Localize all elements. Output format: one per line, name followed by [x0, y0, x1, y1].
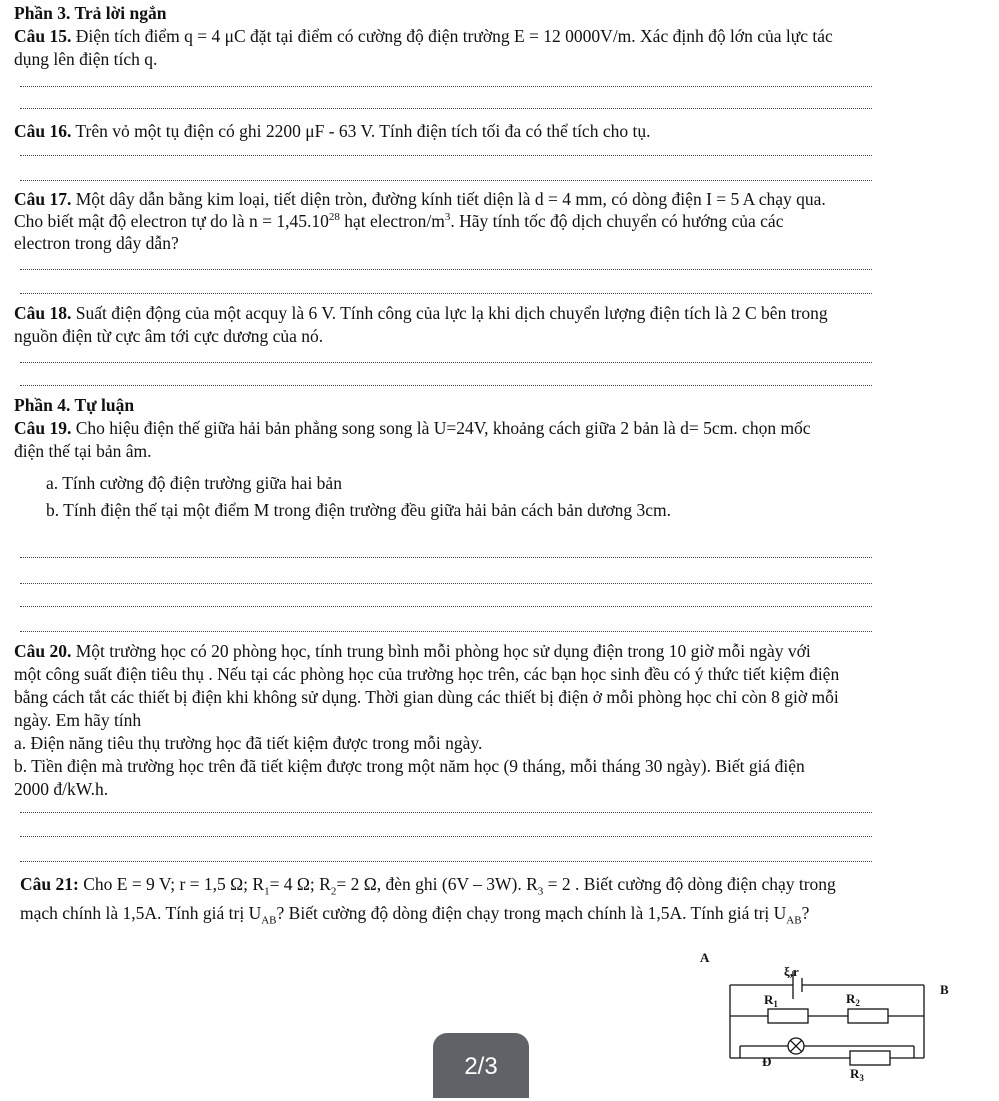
question-20-a: a. Điện năng tiêu thụ trường học đã tiết kiệm được trong mỗi ngày.	[14, 733, 483, 753]
answer-line	[20, 155, 872, 156]
page-indicator: 2/3	[433, 1033, 529, 1098]
question-19-cont: điện thế tại bản âm.	[14, 441, 152, 461]
question-17-cont: Cho biết mật độ electron tự do là $n = 1,45.10^{28}$ hạt electron/$m^3$. Hãy tính tốc độ dịch chuyển có hướng của các	[14, 211, 784, 231]
r3-label: $R_3$	[850, 1066, 864, 1083]
answer-line	[20, 631, 872, 632]
answer-line	[20, 385, 872, 386]
question-20-cont: một công suất điện tiêu thụ . Nếu tại các phòng học của trường học trên, các bạn học sinh đều có ý thức tiết kiệm điện	[14, 664, 840, 684]
r1-label: $R_1$	[764, 992, 778, 1009]
answer-line	[20, 269, 872, 270]
question-16: Câu 16. Trên vỏ một tụ điện có ghi 2200 μF - 63 V. Tính điện tích tối đa có thể tích cho tụ.	[14, 121, 651, 141]
source-label: ξ,r	[784, 964, 799, 979]
node-b-label: B	[940, 982, 949, 997]
node-a-label: A	[700, 950, 710, 965]
question-19-a: a. Tính cường độ điện trường giữa hai bản	[46, 473, 342, 493]
question-20-cont2: bằng cách tắt các thiết bị điện khi không sử dụng. Thời gian dùng các thiết bị điện ở mỗi phòng học chỉ còn 8 giờ mỗi	[14, 687, 839, 707]
circuit-diagram	[690, 950, 960, 1085]
question-18-cont: nguồn điện từ cực âm tới cực dương của nó.	[14, 326, 324, 346]
answer-line	[20, 583, 872, 584]
question-20-b-cont: 2000 đ/kW.h.	[14, 779, 109, 799]
answer-line	[20, 293, 872, 294]
part4-title: Phần 4. Tự luận	[14, 395, 135, 415]
answer-line	[20, 108, 872, 109]
answer-line	[20, 836, 872, 837]
r2-label: $R_2$	[846, 991, 860, 1008]
answer-line	[20, 86, 872, 87]
question-20: Câu 20. Một trường học có 20 phòng học, tính trung bình mỗi phòng học sử dụng điện trong 10 giờ mỗi ngày với	[14, 641, 811, 661]
question-19-b: b. Tính điện thế tại một điểm M trong điện trường đều giữa hải bản cách bản dương 3cm.	[46, 500, 671, 520]
question-20-b: b. Tiền điện mà trường học trên đã tiết kiệm được trong một năm học (9 tháng, mỗi tháng 30 ngày). Biết giá điện	[14, 756, 805, 776]
lamp-label: Đ	[762, 1054, 772, 1069]
question-21-cont: mạch chính là 1,5A. Tính giá trị $U_{AB}$? Biết cường độ dòng điện chạy trong mạch chính là 1,5A. Tính giá trị $U_{AB}$?	[20, 903, 810, 927]
question-17-cont2: electron trong dây dẫn?	[14, 233, 179, 253]
question-15: Câu 15. Điện tích điểm q = 4 μC đặt tại điểm có cường độ điện trường E = 12 0000V/m. Xác định độ lớn của lực tác	[14, 26, 833, 46]
question-20-cont3: ngày. Em hãy tính	[14, 710, 142, 730]
question-15-cont: dụng lên điện tích q.	[14, 49, 158, 69]
question-21: Câu 21: Cho E = 9 V; r = 1,5 Ω; $R_1= 4$ Ω; $R_2= 2$ Ω, đèn ghi (6V – 3W). $R_3 = 2$ . Biết cường độ dòng điện chạy trong	[20, 874, 836, 898]
part3-title: Phần 3. Trả lời ngắn	[14, 3, 167, 23]
answer-line	[20, 362, 872, 363]
answer-line	[20, 180, 872, 181]
answer-line	[20, 861, 872, 862]
answer-line	[20, 557, 872, 558]
answer-line	[20, 812, 872, 813]
question-17: Câu 17. Một dây dẫn bằng kim loại, tiết diện tròn, đường kính tiết diện là d = 4 mm, có dòng điện I = 5 A chạy qua.	[14, 189, 826, 209]
question-18: Câu 18. Suất điện động của một acquy là 6 V. Tính công của lực lạ khi dịch chuyển lượng điện tích là 2 C bên trong	[14, 303, 828, 323]
answer-line	[20, 606, 872, 607]
question-19: Câu 19. Cho hiệu điện thế giữa hải bản phẳng song song là U=24V, khoảng cách giữa 2 bản là d= 5cm. chọn mốc	[14, 418, 811, 438]
